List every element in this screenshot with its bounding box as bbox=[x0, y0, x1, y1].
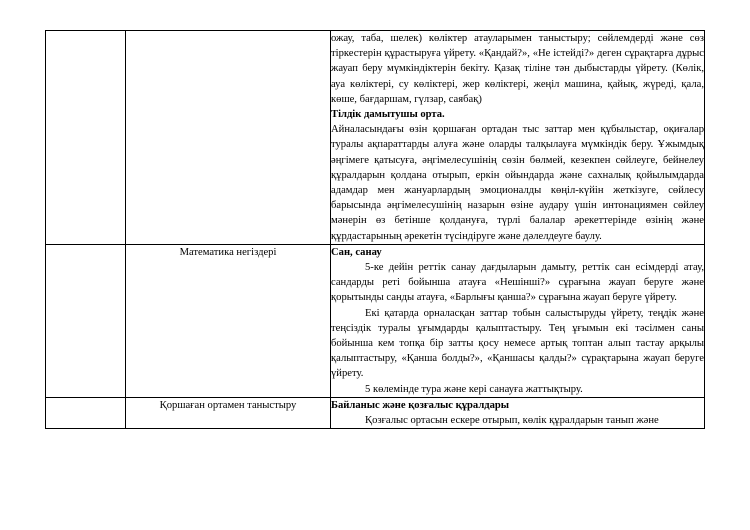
paragraph: ожау, таба, шелек) көліктер атауларымен таныстыру; сөйлемдерді және сөз тіркестерін құрастыруға үйрету. «Қандай?», «Не істейді?» деген сұрақтарға дұрыс жауап беру мүмкіндіктерін бекіту. Қазақ тіліне тән дыбыстарды үйрету. (Көлік, ауа көліктері, су көліктері, жер көліктері, жеңіл машина, қайық, жүреді, қала, көше, бағдаршам, гүлзар, саябақ) bbox=[331, 33, 704, 105]
paragraph: 5-ке дейін реттік санау дағдыларын дамыту, реттік сан есімдерді атау, сандарды реті бойынша атауға «Нешінші?» сұрағына жауап беруге және қорытынды санды атауға, «Барлығы қанша?» сұрағына жауап беруге үйрету. bbox=[331, 262, 704, 304]
table-row bbox=[46, 31, 705, 245]
subject-cell bbox=[126, 31, 331, 245]
subject-cell: Қоршаған ортамен таныстыру bbox=[126, 397, 331, 428]
section-cell bbox=[46, 31, 126, 245]
paragraph: Айналасындағы өзін қоршаған ортадан тыс заттар мен құбылыстар, оқиғалар туралы ақпараттарды алуға және оларды талқылауға мүмкіндік беру. Ұжымдық әңгімеге қатысуға, әңгімелесушінің сөзін бөлмей, кезекпен сөйлеуге, бейнелеу құралдарын қолдана отырып, еркін ойындарда және сахналық қойылымдарда адамдар мен жануарлардың эмоционалды көңіл-күйін жеткізуге, сөйлесу барысында әңгімелесушінің назарын өзіне аудару үшін интонациямен сөйлеу мәнерін өз бетінше қолдануға, түрлі балалар әрекеттерінде өзінің және құрдастарының әрекетін түсіндіруге және дәлелдеуге баулу. bbox=[331, 124, 704, 242]
section-heading: Сан, санау bbox=[331, 246, 382, 258]
section-heading: Тілдік дамытушы орта. bbox=[331, 109, 445, 121]
content-cell bbox=[331, 31, 705, 245]
table-row bbox=[46, 397, 705, 428]
paragraph: 5 көлемінде тура және кері санауға жаттықтыру. bbox=[365, 383, 583, 395]
content-cell bbox=[331, 397, 705, 428]
section-heading: Байланыс және қозғалыс құралдары bbox=[331, 399, 510, 411]
paragraph: Екі қатарда орналасқан заттар тобын салыстыруды үйрету, теңдік және теңсіздік туралы ұғымдарды қалыптастыру. Тең ұғымын екі тәсілмен саны бойынша кем топқа бір затты қосу немесе артық топтан алып тастау арқылы қалыптастыру, «Қанша болды?», «Қаншасы қалды?» сұрақтарына жауап беруге үйрету. bbox=[331, 307, 704, 380]
section-cell bbox=[46, 397, 126, 428]
curriculum-table bbox=[45, 30, 705, 429]
table-row bbox=[46, 244, 705, 397]
paragraph: Қозғалыс ортасын ескере отырып, көлік құралдарын танып және bbox=[365, 415, 659, 427]
content-cell bbox=[331, 244, 705, 397]
section-cell bbox=[46, 244, 126, 397]
subject-cell: Математика негіздері bbox=[126, 244, 331, 397]
